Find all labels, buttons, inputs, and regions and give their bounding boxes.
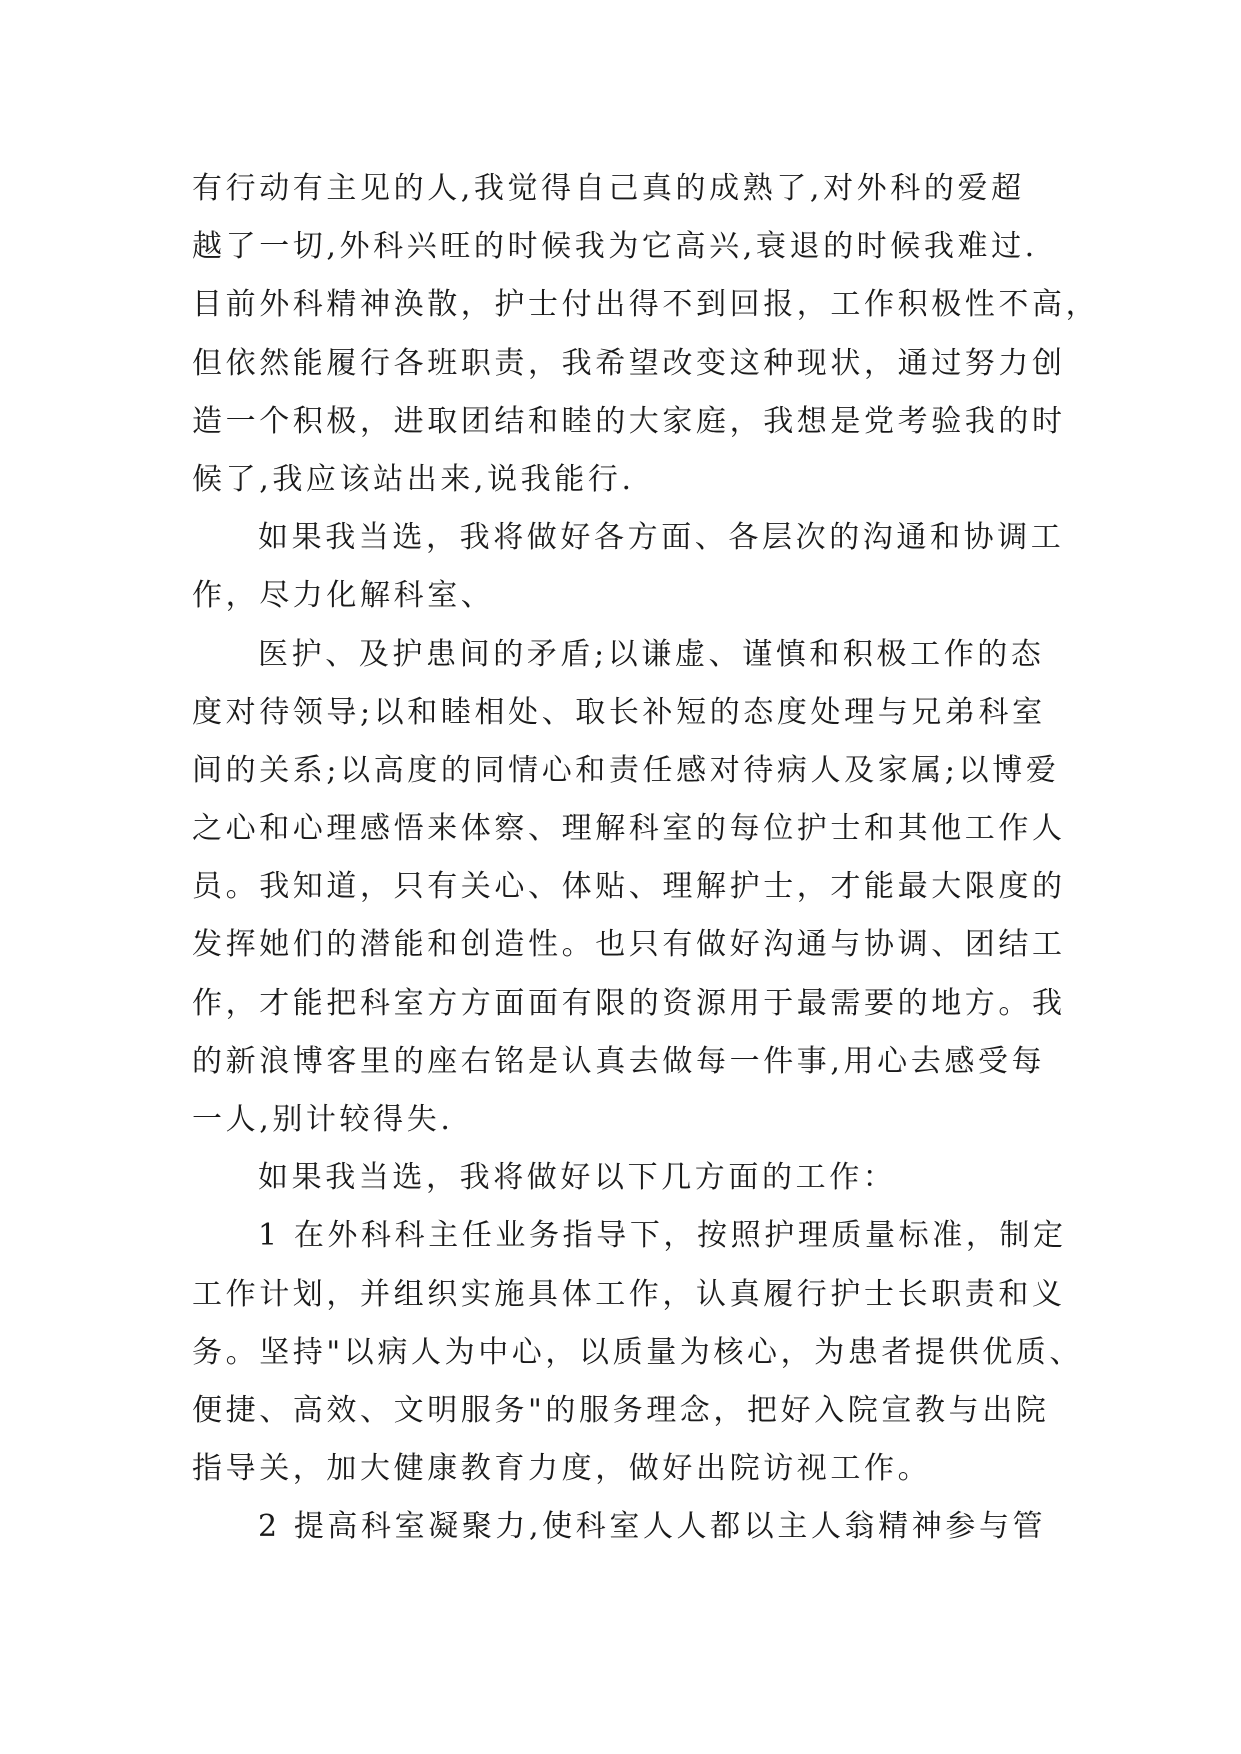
text-line: 务。坚持"以病人为中心，以质量为核心，为患者提供优质、: [192, 1334, 1083, 1370]
text-line: 的新浪博客里的座右铭是认真去做每一件事,用心去感受每: [192, 1043, 1046, 1079]
text-line: 一人,别计较得失.: [192, 1102, 454, 1137]
text-line: 工作计划，并组织实施具体工作，认真履行护士长职责和义: [192, 1276, 1066, 1312]
document-body: [192, 160, 1100, 1557]
text-line: 作，才能把科室方方面面有限的资源用于最需要的地方。我: [192, 985, 1066, 1021]
paragraph-start-line: 如果我当选，我将做好以下几方面的工作：: [258, 1160, 897, 1196]
text-line: 发挥她们的潜能和创造性。也只有做好沟通与协调、团结工: [192, 927, 1066, 963]
text-line: 越了一切,外科兴旺的时候我为它高兴,衰退的时候我难过.: [192, 229, 1038, 265]
paragraph-start-line: 医护、及护患间的矛盾;以谦虚、谨慎和积极工作的态: [258, 636, 1045, 672]
paragraph-start-line: 2 提高科室凝聚力,使科室人人都以主人翁精神参与管: [258, 1509, 1047, 1545]
text-line: 间的关系;以高度的同情心和责任感对待病人及家属;以博爱: [192, 752, 1060, 788]
text-line: 候了,我应该站出来,说我能行.: [192, 461, 635, 497]
text-line: 员。我知道，只有关心、体贴、理解护士，才能最大限度的: [192, 869, 1066, 905]
text-line: 有行动有主见的人,我觉得自己真的成熟了,对外科的爱超: [192, 171, 1025, 206]
text-line: 之心和心理感悟来体察、理解科室的每位护士和其他工作人: [192, 811, 1066, 847]
text-line: 便捷、高效、文明服务"的服务理念，把好入院宣教与出院: [192, 1392, 1050, 1428]
text-line: 造一个积极，进取团结和睦的大家庭，我想是党考验我的时: [192, 403, 1066, 439]
text-line: 作，尽力化解科室、: [192, 578, 495, 614]
text-line: 目前外科精神涣散，护士付出得不到回报，工作积极性不高，: [192, 287, 1100, 323]
text-line: 度对待领导;以和睦相处、取长补短的态度处理与兄弟科室: [192, 694, 1046, 730]
text-line: 但依然能履行各班职责，我希望改变这种现状，通过努力创: [192, 345, 1066, 381]
paragraph-start-line: 如果我当选，我将做好各方面、各层次的沟通和协调工: [258, 520, 1065, 556]
paragraph-start-line: 1 在外科科主任业务指导下，按照护理质量标准，制定: [258, 1218, 1067, 1254]
text-line: 指导关，加大健康教育力度，做好出院访视工作。: [192, 1451, 932, 1487]
